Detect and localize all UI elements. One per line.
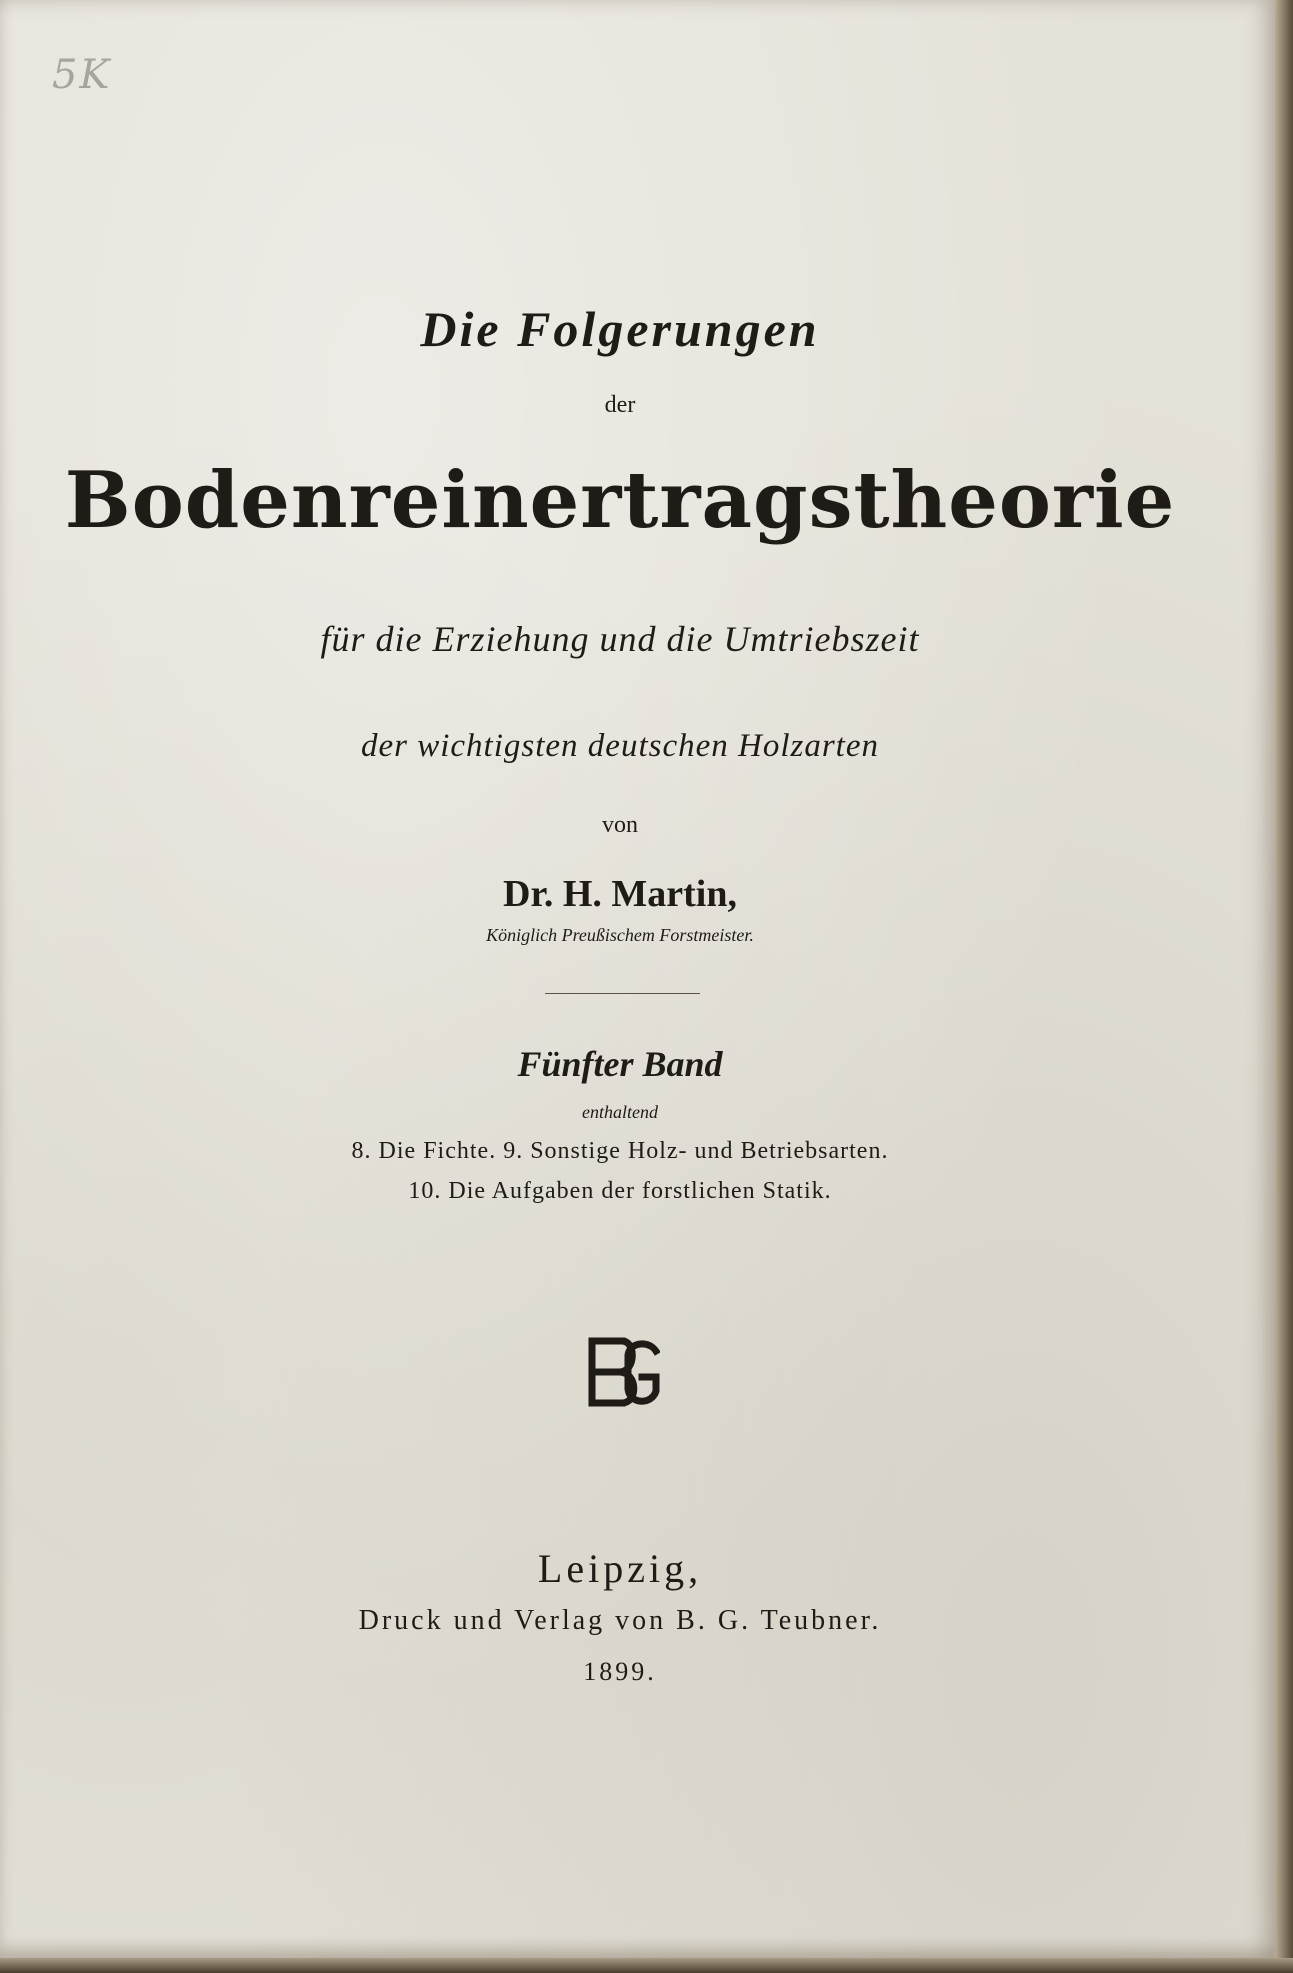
contents-line-2: 10. Die Aufgaben der forstlichen Statik. [408,1178,832,1204]
publisher-logo-icon [586,1335,660,1409]
pencil-annotation: 5K [52,52,112,98]
subtitle-line-2: der wichtigsten deutschen Holzarten [360,728,879,764]
title-der: der [604,392,636,418]
subtitle-line-1: für die Erziehung und die Umtriebszeit [320,619,920,659]
main-title: Bodenreinertragstheorie [64,455,1176,546]
title-line-1: Die Folgerungen [420,301,820,357]
by-label: von [602,812,638,838]
author-title: Königlich Preußischem Forstmeister. [486,925,754,945]
page-edge-right [1275,0,1293,1973]
publisher-line: Druck und Verlag von B. G. Teubner. [358,1605,882,1636]
page-edge-bottom [0,1958,1293,1973]
author-name: Dr. H. Martin, [503,873,737,915]
divider-rule [545,993,700,994]
containing-label: enthaltend [582,1102,658,1122]
volume-label: Fünfter Band [517,1044,723,1084]
contents-line-1: 8. Die Fichte. 9. Sonstige Holz- und Betriebsarten. [351,1138,889,1164]
publication-city: Leipzig, [537,1546,703,1591]
publication-year: 1899. [583,1657,657,1686]
